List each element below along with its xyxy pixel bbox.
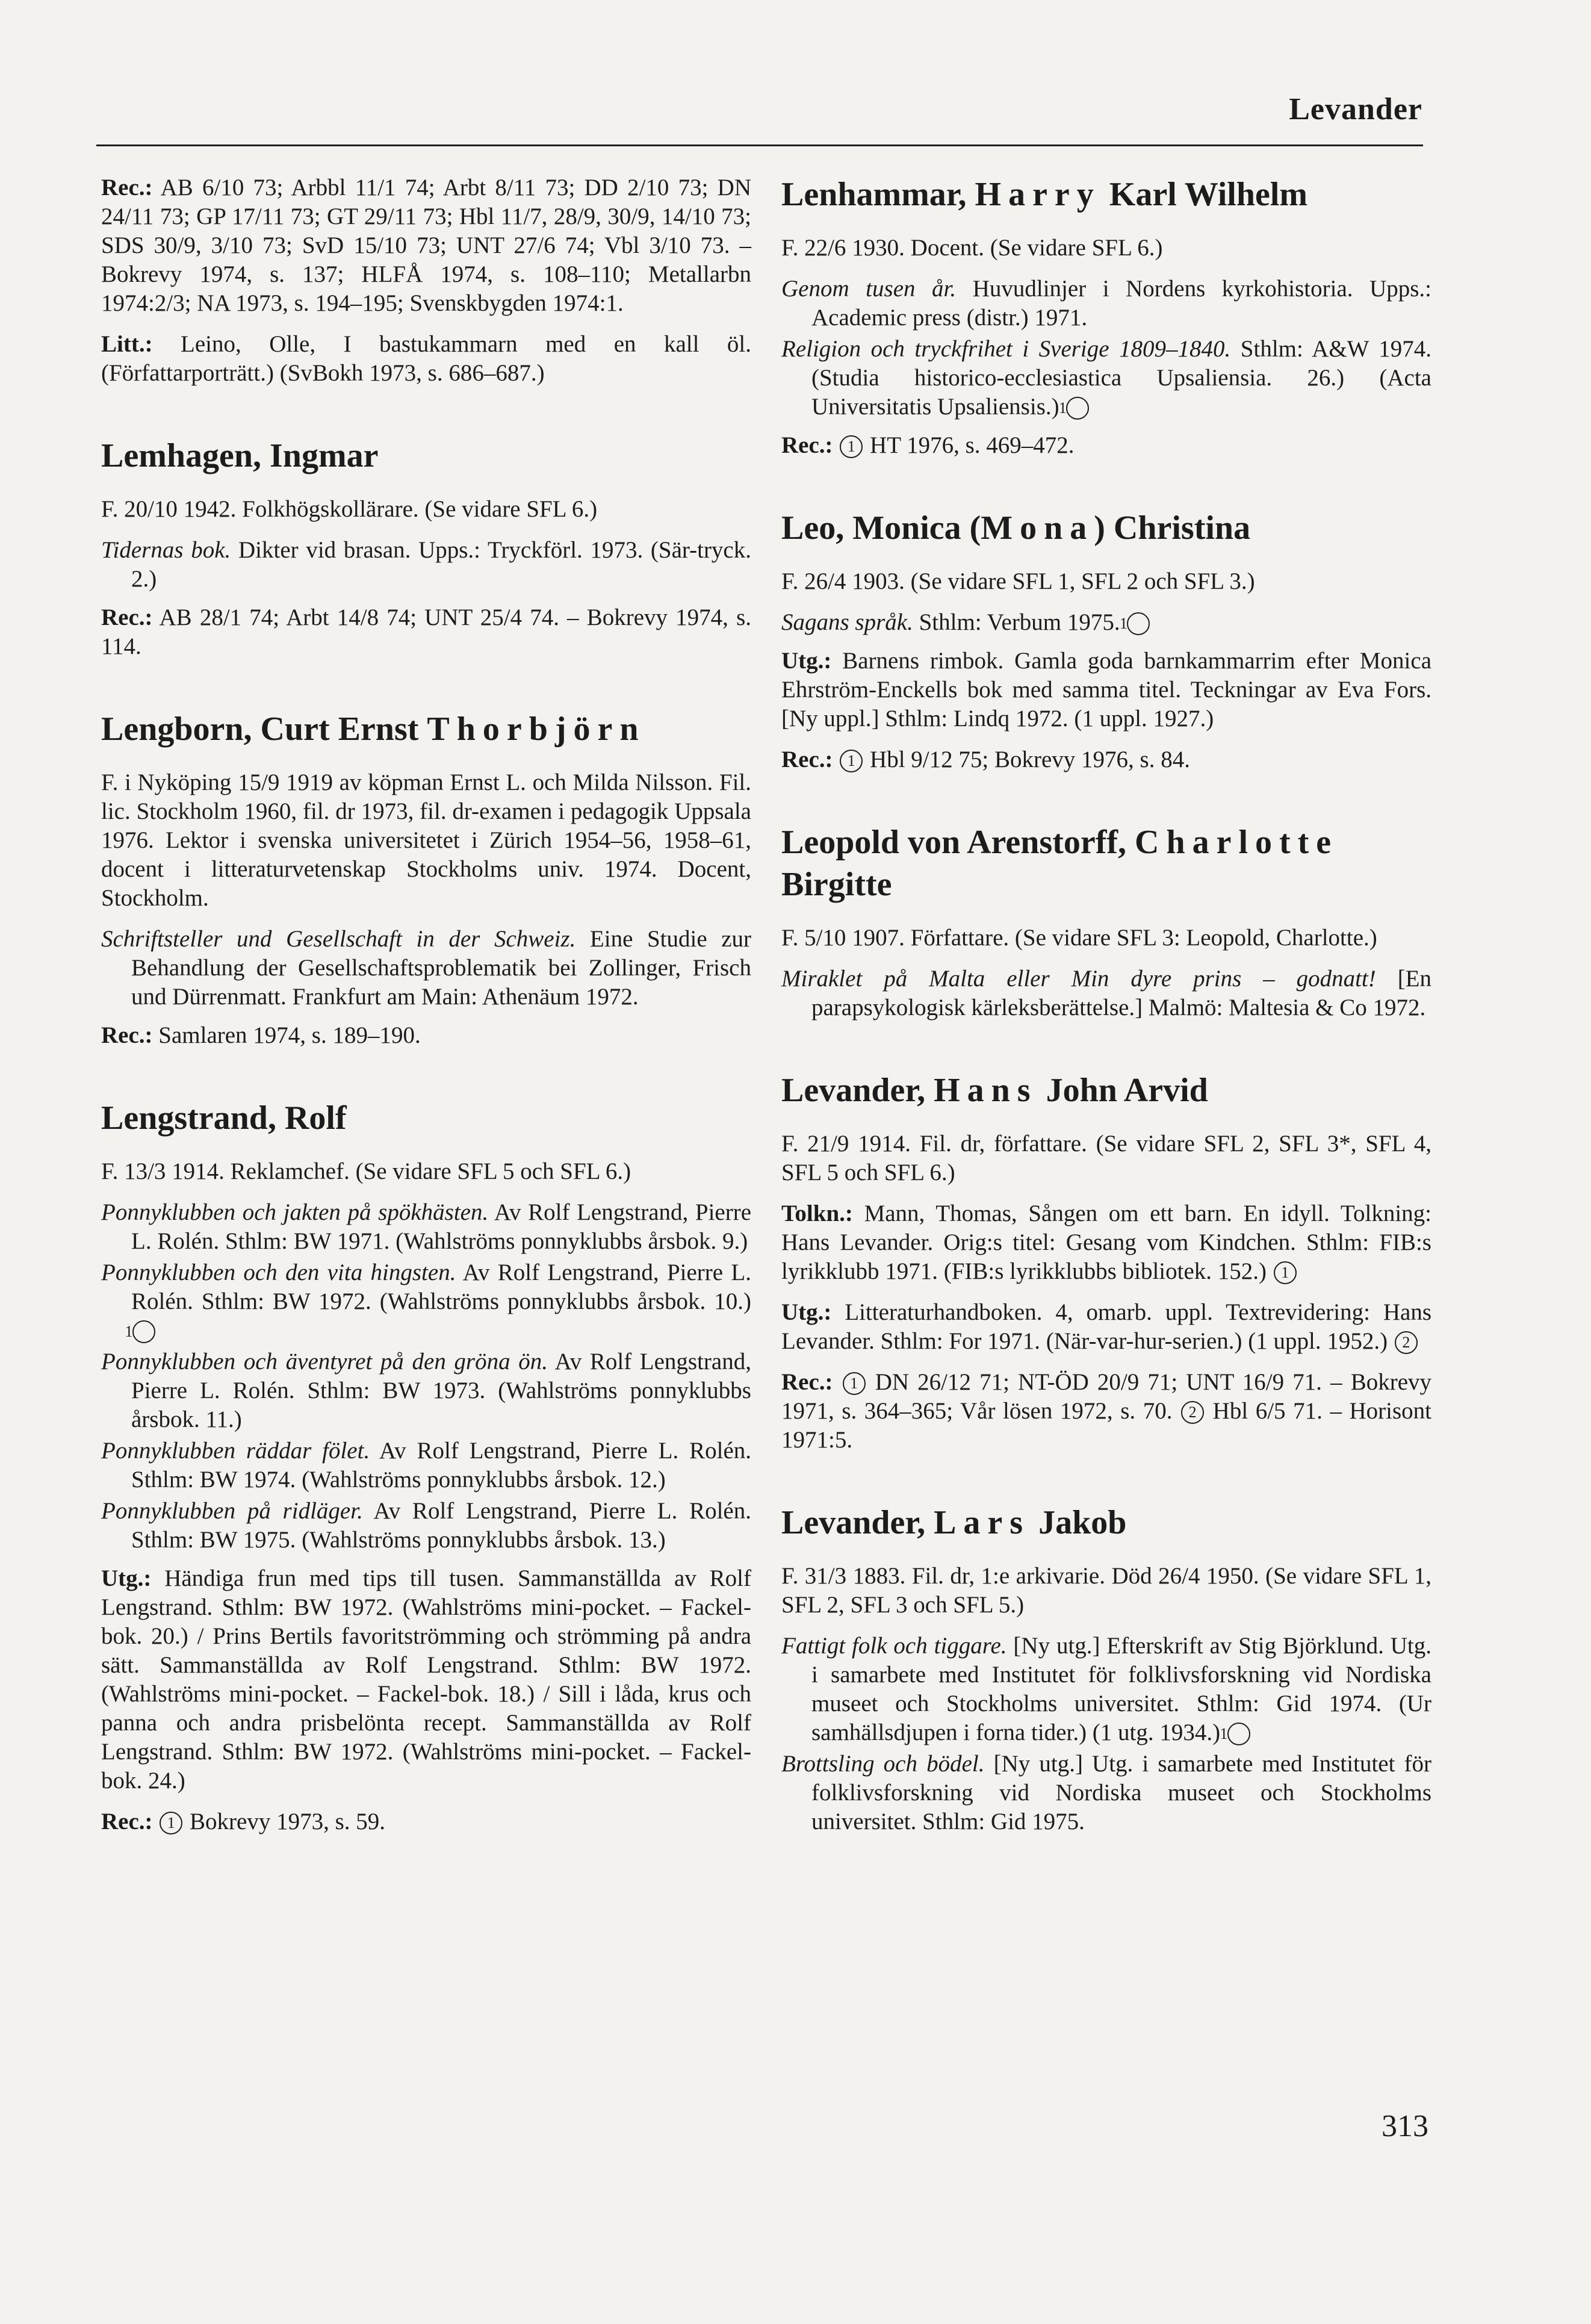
heading-name-rest: Jakob <box>1038 1504 1127 1541</box>
litt-paragraph <box>101 330 751 388</box>
work-details: Sthlm: Verbum 1975. <box>919 609 1120 635</box>
entry-heading-leo <box>781 507 1431 549</box>
circled-number: 1 <box>840 435 863 458</box>
entry-heading-leopold <box>781 821 1431 906</box>
rec-label: Rec.: <box>101 604 153 630</box>
rec-label: Rec.: <box>101 175 153 200</box>
entry-heading-lenhammar <box>781 173 1431 216</box>
rec-label: Rec.: <box>781 432 833 458</box>
work <box>781 275 1431 332</box>
utg-paragraph <box>781 647 1431 733</box>
circled-number: 1 <box>1127 612 1150 635</box>
tolkn-paragraph <box>781 1199 1431 1286</box>
rec-paragraph <box>101 603 751 661</box>
bio: F. 20/10 1942. Folkhögskollärare. (Se vidare SFL 6.) <box>101 496 598 522</box>
bio: F. 31/3 1883. Fil. dr, 1:e arkivarie. Död 26/4 1950. (Se vidare SFL 1, SFL 2, SFL 3 och SFL 5.) <box>781 1563 1431 1618</box>
work <box>781 1632 1431 1747</box>
rec-label: Rec.: <box>101 1022 153 1048</box>
circled-number: 2 <box>1395 1331 1418 1354</box>
circled-number: 2 <box>1181 1401 1204 1424</box>
heading-name-rest: Karl Wilhelm <box>1109 176 1308 213</box>
work-details: Av Rolf Lengstrand, Pierre L. Rolén. Sthlm: BW 1974. (Wahlströms ponnyklubbs årsbok. 12.) <box>131 1438 752 1493</box>
work-details: Huvudlinjer i Nordens kyrkohistoria. Upps.: Academic press (distr.) 1971. <box>811 276 1431 331</box>
page-number: 313 <box>1382 2109 1428 2143</box>
heading-name: Levander, <box>781 1072 926 1109</box>
heading-callname: Hans <box>934 1072 1038 1109</box>
bio: F. 26/4 1903. (Se vidare SFL 1, SFL 2 och SFL 3.) <box>781 568 1255 594</box>
utg-text: Händiga frun med tips till tusen. Sammanställda av Rolf Lengstrand. Sthlm: BW 1972. (Wahlströms mini-pocket. – Fackel-bok. 20.) / Prins Bertils favoritströmming och strömming på andra sätt. Sammanställda av Rolf Lengstrand. Sthlm: BW 1972. (Wahlströms mini-pocket. – Fackel-bok. 18.) / Sill i låda, krus och panna och andra prisbelönta recept. Sammanställda av Rolf Lengstrand. Sthlm: BW 1972. (Wahlströms mini-pocket. – Fackel-bok. 24.) <box>101 1565 751 1794</box>
left-column <box>101 173 751 1848</box>
work <box>781 608 1431 637</box>
heading-name-rest: John Arvid <box>1046 1072 1208 1109</box>
bio: F. 21/9 1914. Fil. dr, författare. (Se vidare SFL 2, SFL 3*, SFL 4, SFL 5 och SFL 6.) <box>781 1131 1431 1185</box>
header-rule <box>96 144 1423 146</box>
rec-paragraph <box>781 431 1431 460</box>
work <box>101 1497 751 1555</box>
rec-text: Samlaren 1974, s. 189–190. <box>158 1022 421 1048</box>
work-title: Religion och tryckfrihet i Sverige 1809–1840. <box>781 336 1231 362</box>
entry-heading-lemhagen: Lemhagen, Ingmar <box>101 437 379 474</box>
work-details: [En parapsykologisk kärleksberättelse.] Malmö: Maltesia & Co 1972. <box>811 966 1431 1021</box>
tolkn-text: Mann, Thomas, Sången om ett barn. En idyll. Tolkning: Hans Levander. Orig:s titel: Gesang vom Kindchen. Sthlm: FIB:s lyrikklubb 1971. (FIB:s lyrikklubbs bibliotek. 152.) <box>781 1201 1431 1284</box>
work-title: Ponnyklubben och äventyret på den gröna ön. <box>101 1349 548 1375</box>
work <box>101 1258 751 1345</box>
heading-callname: Harry <box>975 176 1101 213</box>
work-details: Eine Studie zur Behandlung der Gesellschaftsproblematik bei Zollinger, Frisch und Dürrenmatt. Frankfurt am Main: Athenäum 1972. <box>131 926 752 1010</box>
work-details: [Ny utg.] Efterskrift av Stig Björklund. Utg. i samarbete med Institutet för folklivsforskning vid Nordiska museet och Stockholms universitet. Sthlm: Gid 1974. (Ur samhällsdjupen i forna tider.) (1 utg. 1934.) <box>811 1633 1431 1745</box>
rec-text: AB 28/1 74; Arbt 14/8 74; UNT 25/4 74. – Bokrevy 1974, s. 114. <box>101 604 751 659</box>
heading-name: Levander, <box>781 1504 926 1541</box>
work-details: Av Rolf Lengstrand, Pierre L. Rolén. Sthlm: BW 1975. (Wahlströms ponnyklubbs årsbok. 13.) <box>131 1498 751 1553</box>
work <box>781 1750 1431 1836</box>
work-details: Dikter vid brasan. Upps.: Tryckförl. 1973. (Sär-tryck. 2.) <box>131 537 751 592</box>
work-title: Fattigt folk och tiggare. <box>781 1633 1007 1659</box>
utg-label: Utg.: <box>781 648 832 674</box>
work <box>101 536 751 594</box>
utg-paragraph <box>781 1298 1431 1356</box>
rec-text: Hbl 9/12 75; Bokrevy 1976, s. 84. <box>870 747 1190 772</box>
circled-number: 1 <box>1274 1261 1297 1284</box>
circled-number: 1 <box>840 750 863 772</box>
rec-paragraph <box>781 745 1431 774</box>
work-details: Av Rolf Lengstrand, Pierre L. Rolén. Sthlm: BW 1972. (Wahlströms ponnyklubbs årsbok. 10.) <box>131 1260 751 1314</box>
litt-label: Litt.: <box>101 331 153 357</box>
heading-callname: Thorbjörn <box>427 710 646 748</box>
utg-text: Barnens rimbok. Gamla goda barnkammarrim efter Monica Ehrström-Enckells bok med samma titel. Teckningar av Eva Fors. [Ny uppl.] Sthlm: Lindq 1972. (1 uppl. 1927.) <box>781 648 1431 732</box>
rec-text: Hbl 6/5 71. – Horisont 1971:5. <box>781 1398 1432 1453</box>
rec-text: DN 26/12 71; NT-ÖD 20/9 71; UNT 16/9 71. – Bokrevy 1971, s. 364–365; Vår lösen 1972, s. 70. <box>781 1369 1432 1424</box>
work-title: Ponnyklubben och jakten på spökhästen. <box>101 1199 489 1225</box>
work-title: Schriftsteller und Gesellschaft in der Schweiz. <box>101 926 576 952</box>
entry-heading-levander-hans <box>781 1069 1431 1111</box>
work <box>101 1437 751 1494</box>
bio: F. 5/10 1907. Författare. (Se vidare SFL 3: Leopold, Charlotte.) <box>781 925 1377 951</box>
work <box>781 335 1431 421</box>
work-title: Brottsling och bödel. <box>781 1751 985 1777</box>
work-title: Miraklet på Malta eller Min dyre prins – godnatt! <box>781 966 1376 992</box>
work-title: Ponnyklubben och den vita hingsten. <box>101 1260 456 1285</box>
rec-label: Rec.: <box>781 747 833 772</box>
entry-heading-levander-lars <box>781 1502 1431 1544</box>
utg-label: Utg.: <box>101 1565 152 1591</box>
rec-paragraph <box>781 1368 1431 1455</box>
rec-paragraph <box>101 1807 751 1836</box>
work-title: Ponnyklubben på ridläger. <box>101 1498 363 1524</box>
work-details: [Ny utg.] Utg. i samarbete med Institutet för folklivsforskning vid Nordiska museet och Stockholms universitet. Sthlm: Gid 1975. <box>811 1751 1431 1835</box>
heading-name-rest: Birgitte <box>781 866 892 903</box>
work-details: Sthlm: A&W 1974. (Studia historico-ecclesiastica Upsaliensia. 26.) (Acta Universitatis Upsaliensis.) <box>811 336 1431 420</box>
entry-heading-lengstrand: Lengstrand, Rolf <box>101 1099 347 1137</box>
litt-text: Leino, Olle, I bastukammarn med en kall öl. (Författarporträtt.) (SvBokh 1973, s. 686–687.) <box>101 331 751 386</box>
rec-paragraph <box>101 1021 751 1050</box>
heading-name: Lengborn, Curt Ernst <box>101 710 419 748</box>
heading-name-rest: ) Christina <box>1094 509 1251 547</box>
work <box>781 965 1431 1022</box>
right-column <box>781 173 1431 1839</box>
work <box>101 925 751 1011</box>
heading-callname: Mona <box>981 509 1094 547</box>
running-head: Levander <box>1289 92 1422 126</box>
work <box>101 1347 751 1434</box>
circled-number: 1 <box>1066 397 1089 420</box>
work-title: Genom tusen år. <box>781 276 957 302</box>
work <box>101 1198 751 1256</box>
bio: F. i Nyköping 15/9 1919 av köpman Ernst L. och Milda Nilsson. Fil. lic. Stockholm 1960, fil. dr 1973, fil. dr-examen i pedagogik Uppsala 1976. Lektor i svenska universitetet i Zürich 1954–56, 1958–61, docent i litteraturvetenskap Stockholms univ. 1974. Docent, Stockholm. <box>101 769 751 911</box>
utg-text: Litteraturhandboken. 4, omarb. uppl. Textrevidering: Hans Levander. Sthlm: For 1971. (När-var-hur-serien.) (1 uppl. 1952.) <box>781 1299 1431 1354</box>
entry-heading-lengborn <box>101 708 751 750</box>
rec-label: Rec.: <box>781 1369 833 1395</box>
rec-paragraph <box>101 173 751 318</box>
heading-name: Lenhammar, <box>781 176 967 213</box>
bio: F. 22/6 1930. Docent. (Se vidare SFL 6.) <box>781 235 1163 261</box>
work-details: Av Rolf Lengstrand, Pierre L. Rolén. Sthlm: BW 1973. (Wahlströms ponnyklubbs årsbok. 11.) <box>131 1349 751 1432</box>
circled-number: 1 <box>160 1812 182 1835</box>
utg-label: Utg.: <box>781 1299 832 1325</box>
rec-label: Rec.: <box>101 1809 153 1835</box>
work-details: Av Rolf Lengstrand, Pierre L. Rolén. Sthlm: BW 1971. (Wahlströms ponnyklubbs årsbok. 9.) <box>131 1199 752 1254</box>
work-title: Tidernas bok. <box>101 537 231 563</box>
circled-number: 1 <box>843 1372 866 1395</box>
circled-number: 1 <box>132 1320 155 1343</box>
bio: F. 13/3 1914. Reklamchef. (Se vidare SFL 5 och SFL 6.) <box>101 1158 631 1184</box>
circled-number: 1 <box>1227 1723 1250 1745</box>
heading-callname: Lars <box>934 1504 1031 1541</box>
utg-paragraph <box>101 1564 751 1795</box>
heading-name: Leopold von Arenstorff, <box>781 824 1126 861</box>
heading-name: Leo, Monica ( <box>781 509 981 547</box>
rec-text: AB 6/10 73; Arbbl 11/1 74; Arbt 8/11 73; DD 2/10 73; DN 24/11 73; GP 17/11 73; GT 29/11 73; Hbl 11/7, 28/9, 30/9, 14/10 73; SDS 30/9, 3/10 73; SvD 15/10 73; UNT 27/6 74; Vbl 3/10 73. – Bokrevy 1974, s. 137; HLFÅ 1974, s. 108–110; Metallarbn 1974:2/3; NA 1973, s. 194–195; Svenskbygden 1974:1. <box>101 175 752 316</box>
tolkn-label: Tolkn.: <box>781 1201 853 1226</box>
rec-text: HT 1976, s. 469–472. <box>870 432 1075 458</box>
work-title: Ponnyklubben räddar fölet. <box>101 1438 370 1464</box>
work-title: Sagans språk. <box>781 609 913 635</box>
heading-callname: Charlotte <box>1135 824 1339 861</box>
rec-text: Bokrevy 1973, s. 59. <box>190 1809 386 1835</box>
